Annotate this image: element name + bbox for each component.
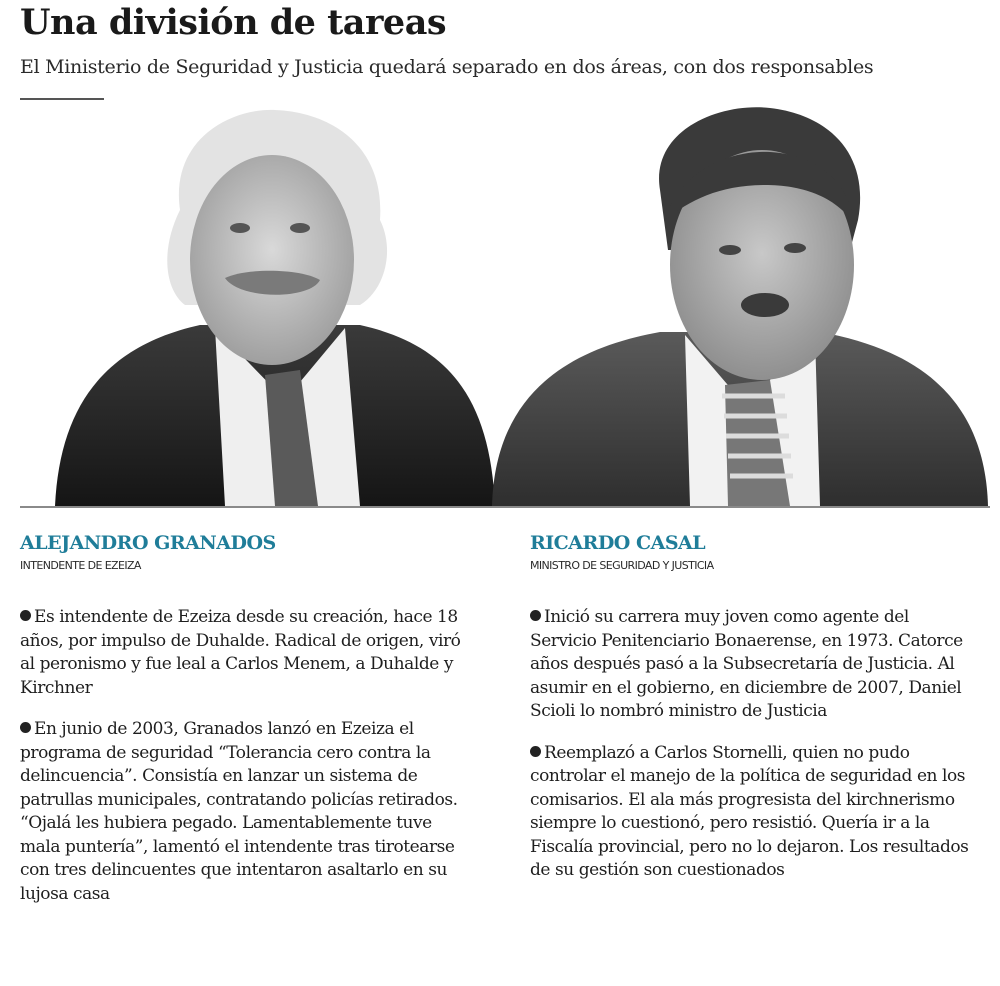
portraits-photo [0, 100, 1000, 508]
portrait-granados [55, 110, 495, 506]
profile-paragraph: Inició su carrera muy joven como agente del Servicio Penitenciario Bonaerense, en 1973. Catorce años después pasó a la Subsecretaría de Justicia. Al asumir en el gobierno, en diciembre de 2007, Daniel Scioli lo nombró ministro de Justicia [530, 607, 963, 721]
profile-casal [530, 528, 980, 883]
profile-granados [20, 528, 470, 906]
profile-role: MINISTRO DE SEGURIDAD Y JUSTICIA [530, 559, 714, 572]
profile-name: ALEJANDRO GRANADOS [20, 532, 276, 554]
subheadline: El Ministerio de Seguridad y Justicia quedará separado en dos áreas, con dos responsables [20, 56, 874, 78]
headline: Una división de tareas [20, 2, 447, 43]
bullet-icon [530, 610, 541, 621]
bullet-icon [530, 746, 541, 757]
profile-paragraph: Es intendente de Ezeiza desde su creación, hace 18 años, por impulso de Duhalde. Radical de origen, viró al peronismo y fue leal a Carlos Menem, a Duhalde y Kirchner [20, 607, 461, 698]
profile-name: RICARDO CASAL [530, 532, 706, 554]
profile-role: INTENDENTE DE EZEIZA [20, 559, 141, 572]
photo-baseline [20, 506, 990, 508]
profile-paragraph: Reemplazó a Carlos Stornelli, quien no pudo controlar el manejo de la política de seguridad en los comisarios. El ala más progresista del kirchnerismo siempre lo cuestionó, pero resistió. Quería ir a la Fiscalía provincial, pero no lo dejaron. Los resultados de su gestión son cuestionados [530, 742, 969, 880]
profile-paragraph: En junio de 2003, Granados lanzó en Ezeiza el programa de seguridad “Tolerancia cero contra la delincuencia”. Consistía en lanzar un sistema de patrullas municipales, contratando policías retirados. “Ojalá les hubiera pegado. Lamentablemente tuve mala puntería”, lamentó el intendente tras tirotearse con tres delincuentes que intentaron asaltarlo en su lujosa casa [20, 719, 458, 904]
bullet-icon [20, 610, 31, 621]
portrait-casal [492, 107, 988, 506]
bullet-icon [20, 722, 31, 733]
